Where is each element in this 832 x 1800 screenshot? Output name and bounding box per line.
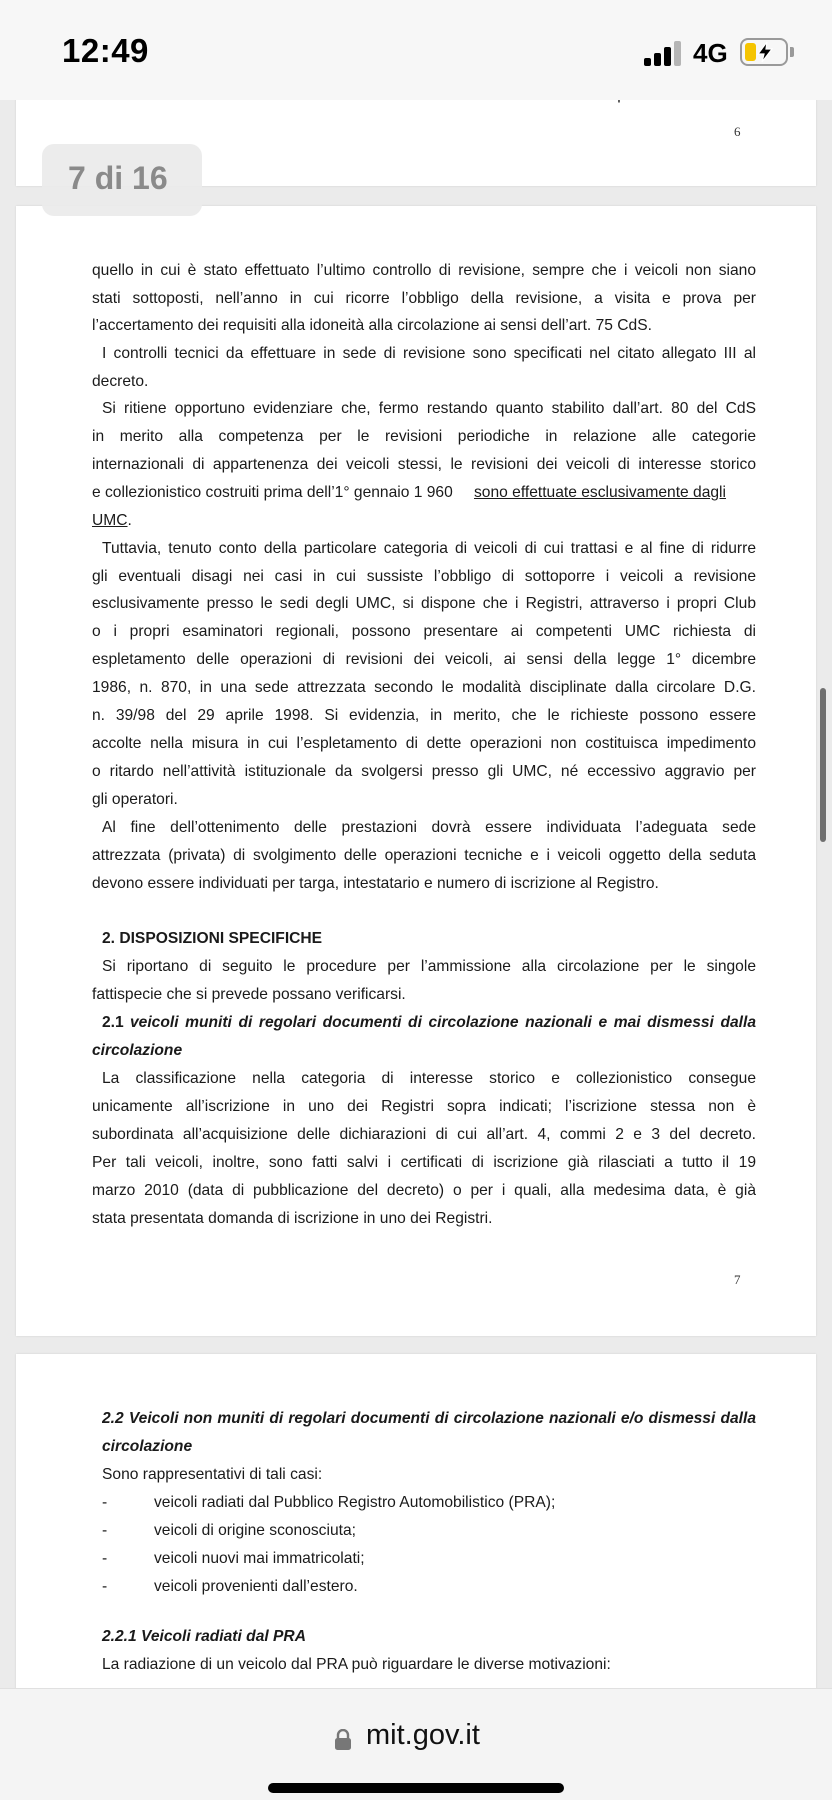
page-text-line: 1986, n. 870, in una sede attrezzata secondo le modalità disciplinate dalla circolare D.G. (92, 679, 756, 696)
underlined-text: UMC (92, 512, 128, 529)
page-text-period: . (127, 512, 132, 529)
page-indicator: 7 di 16 (42, 144, 202, 216)
page-text-line: Si riportano di seguito le procedure per l’ammissione alla circolazione per le singole (102, 958, 756, 975)
battery-cap (790, 47, 794, 57)
signal-strength-icon (644, 40, 684, 66)
page-text-line: o ritardo nell’attività istituzionale da svolgersi presso gli UMC, né eccessivo aggravio per (92, 763, 756, 780)
status-time: 12:49 (62, 32, 149, 69)
page-text-line: Al fine dell’ottenimento delle prestazioni dovrà essere individuata l’adeguata sede (102, 819, 756, 836)
page-text-line: decreto. (92, 373, 149, 390)
page-text-line: La classificazione nella categoria di interesse storico e collezionistico consegue (102, 1070, 756, 1087)
pdf-page-7 (16, 206, 816, 1336)
page-text-line: Si ritiene opportuno evidenziare che, fermo restando quanto stabilito dall’art. 80 del CdS (102, 400, 756, 417)
network-type: 4G (693, 38, 728, 68)
page-text-line: devono essere individuati per targa, intestatario e numero di iscrizione al Registro. (92, 875, 659, 892)
list-item: veicoli provenienti dall’estero. (154, 1578, 358, 1595)
section-heading: 2. DISPOSIZIONI SPECIFICHE (102, 930, 323, 947)
page-text-line: Per tali veicoli, inoltre, sono fatti salvi i certificati di iscrizione già rilasciati a tutto il 19 (92, 1154, 756, 1171)
page-text-line: fattispecie che si prevede possano verificarsi. (92, 986, 406, 1003)
page-text-line: espletamento delle operazioni di revisioni dei veicoli, ai sensi della legge 1° dicembre (92, 651, 756, 668)
url-text[interactable]: mit.gov.it (366, 1719, 480, 1751)
subsection-heading: veicoli muniti di regolari documenti di circolazione nazionali e mai dismessi dalla (130, 1014, 756, 1031)
page-text-line: o i propri esaminatori regionali, possono presentare ai competenti UMC richiesta di (92, 623, 756, 640)
page-text-line: in merito alla competenza per le revisioni periodiche in relazione alle categorie (92, 428, 756, 445)
page-text-line: esclusivamente presso le sedi degli UMC, si dispone che i Registri, attraverso i propri Club (92, 595, 756, 612)
subsection-heading: 2.2 Veicoli non muniti di regolari documenti di circolazione nazionali e/o dismessi dalla (102, 1410, 756, 1427)
subsection-heading: circolazione (92, 1042, 183, 1059)
list-item: veicoli nuovi mai immatricolati; (154, 1550, 365, 1567)
page-text-line: Sono rappresentativi di tali casi: (102, 1466, 323, 1483)
page-text-line: attrezzata (privata) di svolgimento delle operazioni tecniche e i veicoli oggetto della seduta (92, 847, 756, 864)
status-bar (0, 0, 832, 100)
page-text-line: l’accertamento dei requisiti alla idoneità alla circolazione ai sensi dell’art. 75 CdS. (92, 317, 652, 334)
page-text-line: gli operatori. (92, 791, 178, 808)
bullet-marker: - (102, 1522, 108, 1539)
subsection-number: 2.1 (102, 1014, 124, 1031)
page-text-line: I controlli tecnici da effettuare in sede di revisione sono specificati nel citato allegato III al (102, 345, 756, 362)
page-number: 7 (734, 1272, 741, 1287)
page-text-line: stati sottoposti, nell’anno in cui ricorre l’obbligo della revisione, a visita e prova per (92, 290, 756, 307)
subsection-heading: circolazione (102, 1438, 193, 1455)
scrollbar-thumb[interactable] (820, 688, 826, 842)
list-item: veicoli di origine sconosciuta; (154, 1522, 356, 1539)
subsection-heading: 2.2.1 Veicoli radiati dal PRA (102, 1628, 306, 1645)
page-number: 6 (734, 124, 741, 139)
page-text-line: gli eventuali disagi nei casi in cui sussiste l’obbligo di sottoporre i veicoli a revisione (92, 568, 756, 585)
page-text-line: stata presentata domanda di iscrizione in uno dei Registri. (92, 1210, 493, 1227)
browser-address-bar[interactable] (0, 1688, 832, 1800)
page-text-line: accolte nella misura in cui l’espletamento di dette operazioni non costituisca impedimento (92, 735, 756, 752)
page-text-line: unicamente all’iscrizione in uno dei Registri sopra indicati; l’iscrizione stessa non è (92, 1098, 756, 1115)
bullet-marker: - (102, 1578, 108, 1595)
page-text-line: Tuttavia, tenuto conto della particolare categoria di veicoli di cui trattasi e al fine di ridurre (102, 540, 756, 557)
list-item: veicoli radiati dal Pubblico Registro Automobilistico (PRA); (154, 1494, 556, 1511)
page-text-line: internazionali di appartenenza dei veicoli stessi, le revisioni dei veicoli di interesse storico (92, 456, 756, 473)
page-text-line: e collezionistico costruiti prima dell’1° gennaio 1 960 (92, 484, 453, 501)
bullet-marker: - (102, 1550, 108, 1567)
page-text-line: quello in cui è stato effettuato l’ultimo controllo di revisione, sempre che i veicoli non siano (92, 262, 756, 279)
page-text-line: marzo 2010 (data di pubblicazione del decreto) o per i quali, alla medesima data, è già (92, 1182, 756, 1199)
pdf-page-8 (16, 1354, 816, 1694)
lock-icon (334, 1729, 352, 1751)
page-text-line: subordinata all’acquisizione delle dichiarazioni di cui all’art. 4, commi 2 e 3 del decreto. (92, 1126, 756, 1143)
home-indicator[interactable] (268, 1783, 564, 1793)
page-text-line: n. 39/98 del 29 aprile 1998. Si evidenzia, in merito, che le richieste possono essere (92, 707, 756, 724)
underlined-text: sono effettuate esclusivamente dagli (474, 484, 726, 501)
bullet-marker: - (102, 1494, 108, 1511)
page-text-line: La radiazione di un veicolo dal PRA può riguardare le diverse motivazioni: (102, 1656, 611, 1673)
battery-charging-icon (740, 38, 788, 66)
